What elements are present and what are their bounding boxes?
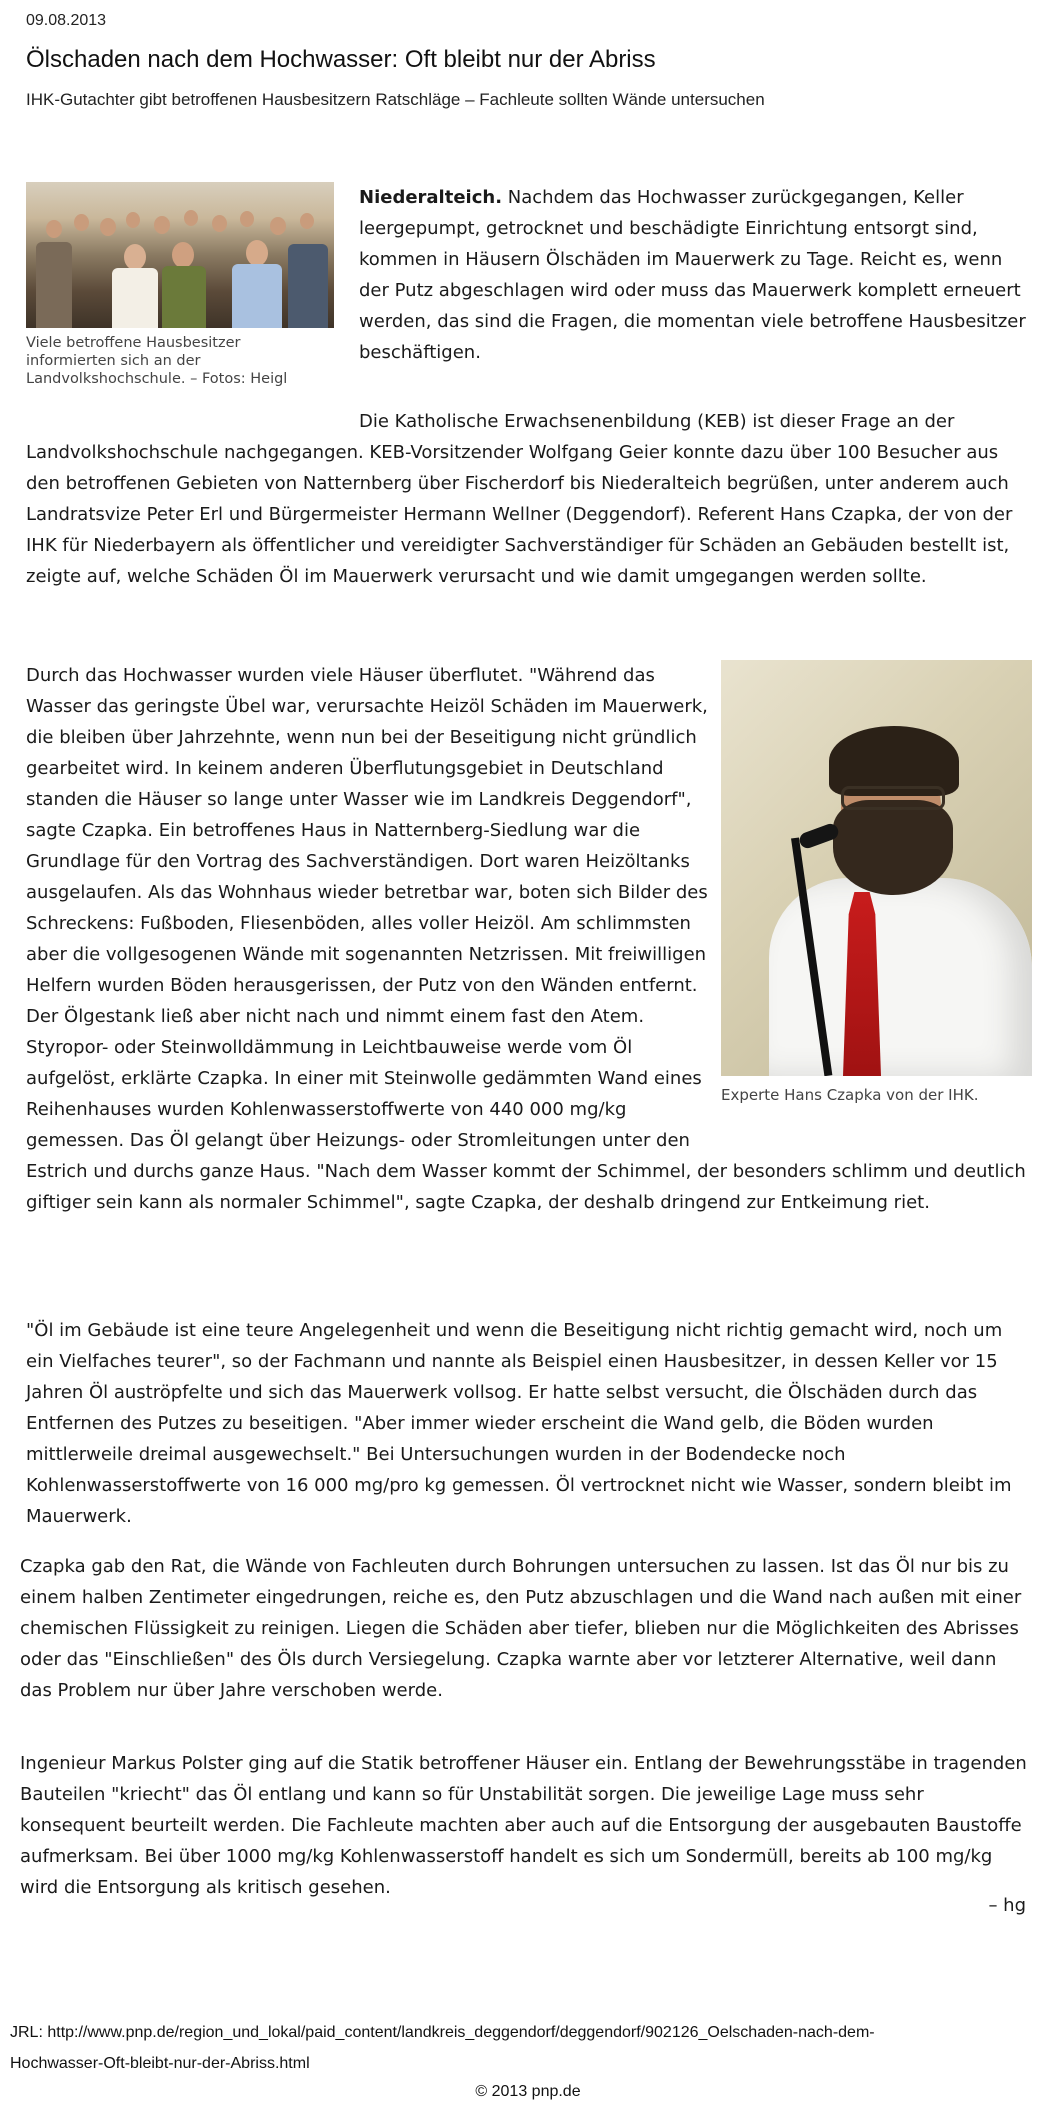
dateline: Niederalteich.	[359, 187, 503, 208]
audience-photo-caption: Viele betroffene Hausbesitzer informierten sich an der Landvolkshochschule. – Fotos: Heigl	[26, 335, 288, 387]
paragraph-text: Durch das Hochwasser wurden viele Häuser überflutet. "Während das Wasser das geringste Übel war, verursachte Heizöl Schäden im Mauerwerk, die bleiben über Jahrzehnte, wenn nun bei der Beseitigung nicht gründlich gearbeitet wird. In keinem anderen Überflutungsgebiet in Deutschland standen die Häuser so lange unter Wasser wie im Landkreis Deggendorf", sagte Czapka. Ein betroffenes Haus in Natternberg-Siedlung war die Grundlage für den Vortrag des Sachverständigen. Dort waren Heizöltanks ausgelaufen. Als das Wohnhaus wieder betretbar war, boten sich Bilder des Schreckens: Fußboden, Fliesenböden, alles voller Heizöl. Am schlimmsten aber die vollgesogenen Wände mit sogenannten Netzrissen. Mit freiwilligen Helfern wurden Böden herausgerissen, der Putz von den Wänden entfernt. Der Ölgestank ließ aber nicht nach und nimmt einem fast den Atem. Styropor- oder Steinwolldämmung in Leichtbauweise werde vom Öl aufgelöst, erklärte Czapka. In einer mit Steinwolle gedämmten Wand eines Reihenhauses wurden Kohlenwasserstoffwerte von 440 000 mg/kg gemessen. Das Öl gelangt über Heizungs- oder Stromleitungen unter den Estrich und durchs ganze Haus. "Nach dem Wasser kommt der Schimmel, der besonders schlimm und deutlich giftiger sein kann als normaler Schimmel", sagte Czapka, der deshalb dringend zur Entkeimung riet.	[26, 665, 1026, 1213]
article-paragraph	[26, 406, 1031, 592]
audience-photo[interactable]	[26, 182, 334, 328]
article-paragraph	[359, 182, 1031, 368]
source-url-line: Hochwasser-Oft-bleibt-nur-der-Abriss.html	[10, 2055, 310, 2072]
article-paragraph: "Öl im Gebäude ist eine teure Angelegenheit und wenn die Beseitigung nicht richtig gemacht wird, noch um ein Vielfaches teurer", so der Fachmann und nannte als Beispiel einen Hausbesitzer, in dessen Keller vor 15 Jahren Öl auströpfelte und sich das Mauerwerk vollsog. Er hatte selbst versucht, die Ölschäden durch das Entfernen des Putzes zu beseitigen. "Aber immer wieder erscheint die Wand gelb, die Böden wurden mittlerweile dreimal ausgewechselt." Bei Untersuchungen wurden in der Bodendecke noch Kohlenwasserstoffwerte von 16 000 mg/pro kg gemessen. Öl vertrocknet nicht wie Wasser, sondern bleibt im Mauerwerk.	[26, 1320, 1012, 1527]
audience-figure	[26, 182, 334, 388]
source-url[interactable]	[10, 2017, 1050, 2079]
article-headline: Ölschaden nach dem Hochwasser: Oft bleibt nur der Abriss	[26, 46, 656, 73]
article-paragraph: Ingenieur Markus Polster ging auf die Statik betroffener Häuser ein. Entlang der Bewehrungsstäbe in tragenden Bauteilen "kriecht" das Öl entlang und kann so für Unstabilität sorgen. Die jeweilige Lage muss sehr konsequent beurteilt werden. Die Fachleute machten aber auch auf die Entsorgung der ausgebauten Baustoffe aufmerksam. Bei über 1000 mg/kg Kohlenwasserstoff handelt es sich um Sondermüll, bereits ab 100 mg/kg wird die Entsorgung als kritisch gesehen.	[20, 1753, 1027, 1898]
article-date: 09.08.2013	[26, 12, 107, 29]
speaker-photo-caption: Experte Hans Czapka von der IHK.	[721, 1086, 979, 1104]
speaker-figure	[721, 660, 1032, 1104]
article-subline: IHK-Gutachter gibt betroffenen Hausbesitzern Ratschläge – Fachleute sollten Wände untersuchen	[26, 90, 765, 109]
copyright-notice: © 2013 pnp.de	[475, 2083, 581, 2100]
source-url-line: JRL: http://www.pnp.de/region_und_lokal/paid_content/landkreis_deggendorf/deggendorf/902126_Oelschaden-nach-dem-	[10, 2024, 875, 2041]
article-paragraph: Czapka gab den Rat, die Wände von Fachleuten durch Bohrungen untersuchen zu lassen. Ist das Öl nur bis zu einem halben Zentimeter eingedrungen, reiche es, den Putz abzuschlagen und die Wand nach außen mit einer chemischen Flüssigkeit zu reinigen. Liegen die Schäden aber tiefer, blieben nur die Möglichkeiten des Abrisses oder das "Einschließen" des Öls durch Versiegelung. Czapka warnte aber vor letzterer Alternative, weil dann das Problem nur über Jahre verschoben werde.	[20, 1556, 1022, 1701]
paragraph-text: Nachdem das Hochwasser zurückgegangen, Keller leergepumpt, getrocknet und beschädigte Einrichtung entsorgt sind, kommen in Häusern Ölschäden im Mauerwerk zu Tage. Reicht es, wenn der Putz abgeschlagen wird oder muss das Mauerwerk komplett erneuert werden, das sind die Fragen, die momentan viele betroffene Hausbesitzer beschäftigen.	[359, 187, 1026, 363]
author-signature: – hg	[988, 1895, 1026, 1916]
paragraph-text: Die Katholische Erwachsenenbildung (KEB) ist dieser Frage an der Landvolkshochschule nachgegangen. KEB-Vorsitzender Wolfgang Geier konnte dazu über 100 Besucher aus den betroffenen Gebieten von Natternberg über Fischerdorf bis Niederalteich begrüßen, unter anderem auch Landratsvize Peter Erl und Bürgermeister Hermann Wellner (Deggendorf). Referent Hans Czapka, der von der IHK für Niederbayern als öffentlicher und vereidigter Sachverständiger für Schäden an Gebäuden bestellt ist, zeigte auf, welche Schäden Öl im Mauerwerk verursacht und wie damit umgegangen werden sollte.	[26, 411, 1013, 587]
speaker-photo[interactable]	[721, 660, 1032, 1076]
